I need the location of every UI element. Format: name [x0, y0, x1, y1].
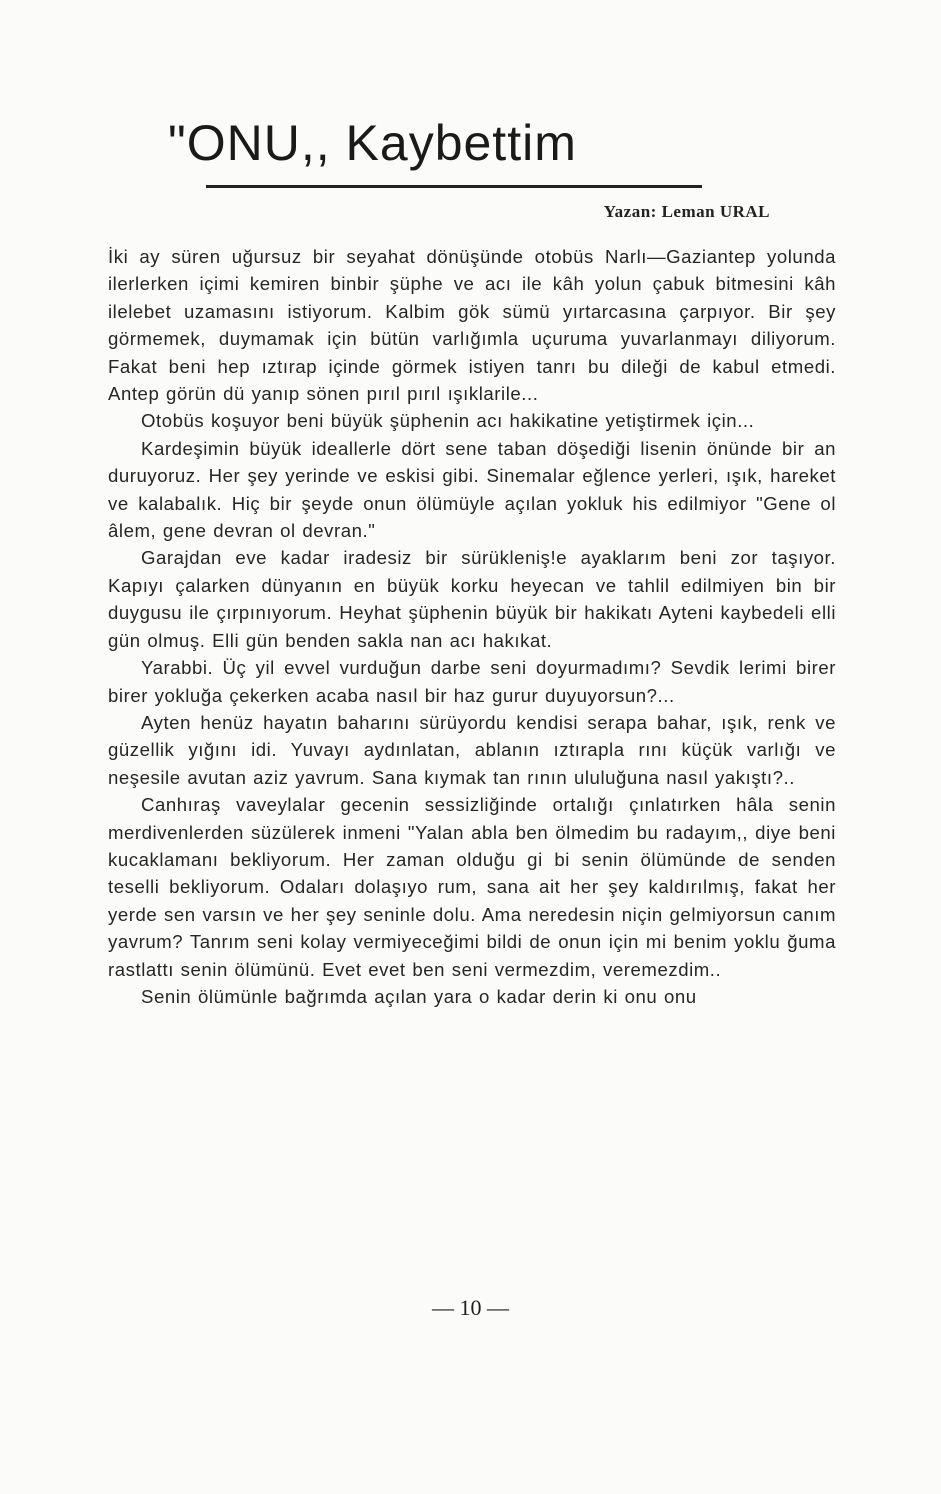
title-underline: [206, 185, 702, 188]
paragraph: Kardeşimin büyük ideallerle dört sene taban döşediği lisenin önünde bir an duruyoruz. Her şey yerinde ve eskisi gibi. Sinemalar eğlence yerleri, ışık, hareket ve kalabalık. Hiç bir şeyde onun ölümüyle açılan yokluk his edilmiyor "Gene ol âlem, gene devran ol devran.": [108, 437, 836, 542]
paragraph: Senin ölümünle bağrımda açılan yara o kadar derin ki onu onu: [141, 985, 697, 1007]
article-author: Yazan: Leman URAL: [603, 202, 770, 221]
article-title: "ONU,, Kaybettim: [168, 115, 577, 171]
paragraph: Canhıraş vaveylalar gecenin sessizliğinde ortalığı çınlatırken hâla senin merdivenlerden süzülerek inmeni "Yalan abla ben ölmedim bu radayım,, diye beni kucaklamanı bekliyorum. Her zaman olduğu gi bi senin ölümünde de senden teselli bekliyorum. Odaları dolaşıyo rum, sana ait her şey kaldırılmış, fakat her yerde sen varsın ve her şey seninle dolu. Ama neredesin niçin gelmiyorsun canım yavrum? Tanrım seni kolay vermiyeceğimi bildi de onun için mi benim yoklu ğuma rastlattı senin ölümünü. Evet evet ben seni vermezdim, veremezdim..: [108, 794, 836, 980]
paragraph: Garajdan eve kadar iradesiz bir sürükleniş!e ayaklarım beni zor taşıyor. Kapıyı çalarken dünyanın en büyük korku heyecan ve tahlil edilmiyen bin bir duygusu ile çırpınıyorum. Heyhat şüphenin büyük bir hakikatı Ayteni kaybedeli elli gün olmuş. Elli gün benden sakla nan acı hakıkat.: [108, 547, 836, 651]
paragraph: İki ay süren uğursuz bir seyahat dönüşünde otobüs Narlı—Gaziantep yolunda ilerlerken içimi kemiren binbir şüphe ve acı ile kâh yolun çabuk bitmesini kâh ilelebet uzamasını istiyorum. Kalbim gök sümü yırtarcasına çarpıyor. Bir şey görmemek, duymamak için bütün varlığımla uçuruma yuvarlanmayı diliyorum. Fakat beni hep ıztırap içinde görmek istiyen tanrı bu dileği de kabul etmedi. Antep görün dü yanıp sönen pırıl pırıl ışıklarile...: [108, 246, 836, 405]
paragraph: Otobüs koşuyor beni büyük şüphenin acı hakikatine yetiştirmek için...: [141, 410, 755, 432]
paragraph: Yarabbi. Üç yil evvel vurduğun darbe seni doyurmadımı? Sevdik lerimi birer birer yokluğa çekerken acaba nasıl bir haz gurur duyuyorsun?...: [108, 657, 836, 706]
page-number: — 10 —: [432, 1295, 509, 1320]
article-body: [108, 243, 836, 1010]
paragraph: Ayten henüz hayatın baharını sürüyordu kendisi serapa bahar, ışık, renk ve güzellik yığını idi. Yuvayı aydınlatan, ablanın ıztırapla rını küçük varlığı ve neşesile avutan aziz yavrum. Sana kıymak tan rının ululuğuna nasıl yakıştı?..: [108, 711, 836, 788]
